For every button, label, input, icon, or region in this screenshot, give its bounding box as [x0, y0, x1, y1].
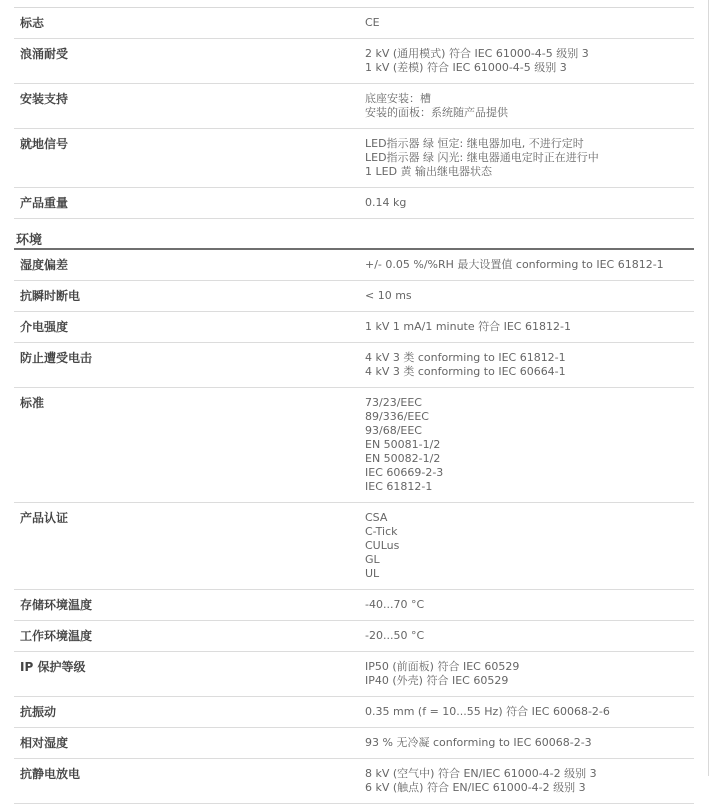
spec-value-line: IP40 (外壳) 符合 IEC 60529: [365, 674, 509, 687]
spec-label: 就地信号: [20, 137, 69, 151]
spec-row: [14, 728, 694, 759]
spec-value: [360, 759, 694, 804]
spec-value: [360, 590, 694, 621]
spec-value-line: 93 % 无冷凝 conforming to IEC 60068-2-3: [365, 736, 592, 749]
spec-row: [14, 84, 694, 129]
spec-label: 产品认证: [20, 511, 69, 525]
spec-label: 工作环境温度: [20, 629, 93, 643]
spec-value-line: 0.14 kg: [365, 196, 407, 209]
spec-row: [14, 281, 694, 312]
spec-value-line: 0.35 mm (f = 10...55 Hz) 符合 IEC 60068-2-6: [365, 705, 610, 718]
spec-value-line: 4 kV 3 类 conforming to IEC 60664-1: [365, 365, 566, 378]
spec-table: [14, 8, 694, 804]
spec-value-line: C-Tick: [365, 525, 398, 538]
spec-row: [14, 129, 694, 188]
spec-value-line: 73/23/EEC: [365, 396, 422, 409]
spec-value-line: -40...70 °C: [365, 598, 425, 611]
spec-value-line: EN 50081-1/2: [365, 438, 441, 451]
spec-label: 抗静电放电: [20, 767, 81, 781]
spec-value: [360, 697, 694, 728]
spec-label: IP 保护等级: [20, 660, 86, 674]
spec-label: 抗瞬时断电: [20, 289, 81, 303]
spec-row: [14, 503, 694, 590]
spec-row: [14, 697, 694, 728]
spec-value: [360, 8, 694, 39]
spec-row: [14, 759, 694, 804]
spec-value: [360, 343, 694, 388]
spec-label: 湿度偏差: [20, 258, 69, 272]
spec-row: [14, 388, 694, 503]
spec-row: [14, 312, 694, 343]
spec-row: [14, 343, 694, 388]
spec-value: [360, 39, 694, 84]
spec-value-line: 4 kV 3 类 conforming to IEC 61812-1: [365, 351, 566, 364]
spec-value: [360, 621, 694, 652]
spec-row: [14, 188, 694, 219]
spec-value-line: 93/68/EEC: [365, 424, 422, 437]
spec-value-line: 2 kV (通用模式) 符合 IEC 61000-4-5 级别 3: [365, 47, 589, 60]
spec-row: [14, 621, 694, 652]
spec-value: [360, 388, 694, 503]
spec-value-line: 1 LED 黄 输出继电器状态: [365, 165, 493, 178]
spec-value-line: IP50 (前面板) 符合 IEC 60529: [365, 660, 520, 673]
spec-value-line: 底座安装：槽: [365, 92, 431, 105]
spec-value-line: GL: [365, 553, 380, 566]
spec-value: [360, 84, 694, 129]
spec-value: [360, 249, 694, 281]
spec-row: [14, 590, 694, 621]
spec-value-line: EN 50082-1/2: [365, 452, 441, 465]
spec-value-line: 8 kV (空气中) 符合 EN/IEC 61000-4-2 级别 3: [365, 767, 597, 780]
spec-table-body: [14, 8, 694, 804]
spec-value-line: < 10 ms: [365, 289, 412, 302]
section-header-row: [14, 219, 694, 250]
spec-row: [14, 249, 694, 281]
spec-value-line: CE: [365, 16, 380, 29]
spec-value-line: CULus: [365, 539, 400, 552]
spec-value-line: IEC 61812-1: [365, 480, 433, 493]
spec-value-line: LED指示器 绿 闪光: 继电器通电定时正在进行中: [365, 151, 599, 164]
spec-value: [360, 281, 694, 312]
spec-label: 抗振动: [20, 705, 57, 719]
spec-value-line: 89/336/EEC: [365, 410, 429, 423]
spec-value-line: 6 kV (触点) 符合 EN/IEC 61000-4-2 级别 3: [365, 781, 586, 794]
spec-value: [360, 728, 694, 759]
spec-value-line: 1 kV (差模) 符合 IEC 61000-4-5 级别 3: [365, 61, 567, 74]
spec-value: [360, 188, 694, 219]
spec-value-line: IEC 60669-2-3: [365, 466, 444, 479]
spec-value-line: -20...50 °C: [365, 629, 425, 642]
spec-label: 标志: [20, 16, 45, 30]
spec-value-line: LED指示器 绿 恒定: 继电器加电, 不进行定时: [365, 137, 584, 150]
spec-value-line: CSA: [365, 511, 388, 524]
spec-value-line: +/- 0.05 %/%RH 最大设置值 conforming to IEC 61812-1: [365, 258, 664, 271]
spec-value: [360, 312, 694, 343]
spec-value-line: 1 kV 1 mA/1 minute 符合 IEC 61812-1: [365, 320, 571, 333]
spec-label: 浪涌耐受: [20, 47, 69, 61]
spec-label: 安装支持: [20, 92, 69, 106]
spec-value-line: UL: [365, 567, 380, 580]
spec-value: [360, 129, 694, 188]
spec-value: [360, 652, 694, 697]
spec-value: [360, 503, 694, 590]
spec-label: 标准: [20, 396, 45, 410]
spec-label: 相对湿度: [20, 736, 69, 750]
spec-value-line: 安装的面板：系统随产品提供: [365, 106, 508, 119]
spec-row: [14, 39, 694, 84]
spec-row: [14, 652, 694, 697]
spec-row: [14, 8, 694, 39]
spec-label: 产品重量: [20, 196, 69, 210]
section-title: 环境: [14, 219, 694, 250]
spec-label: 存储环境温度: [20, 598, 93, 612]
spec-label: 介电强度: [20, 320, 69, 334]
page-right-border: [708, 0, 709, 776]
spec-label: 防止遭受电击: [20, 351, 93, 365]
